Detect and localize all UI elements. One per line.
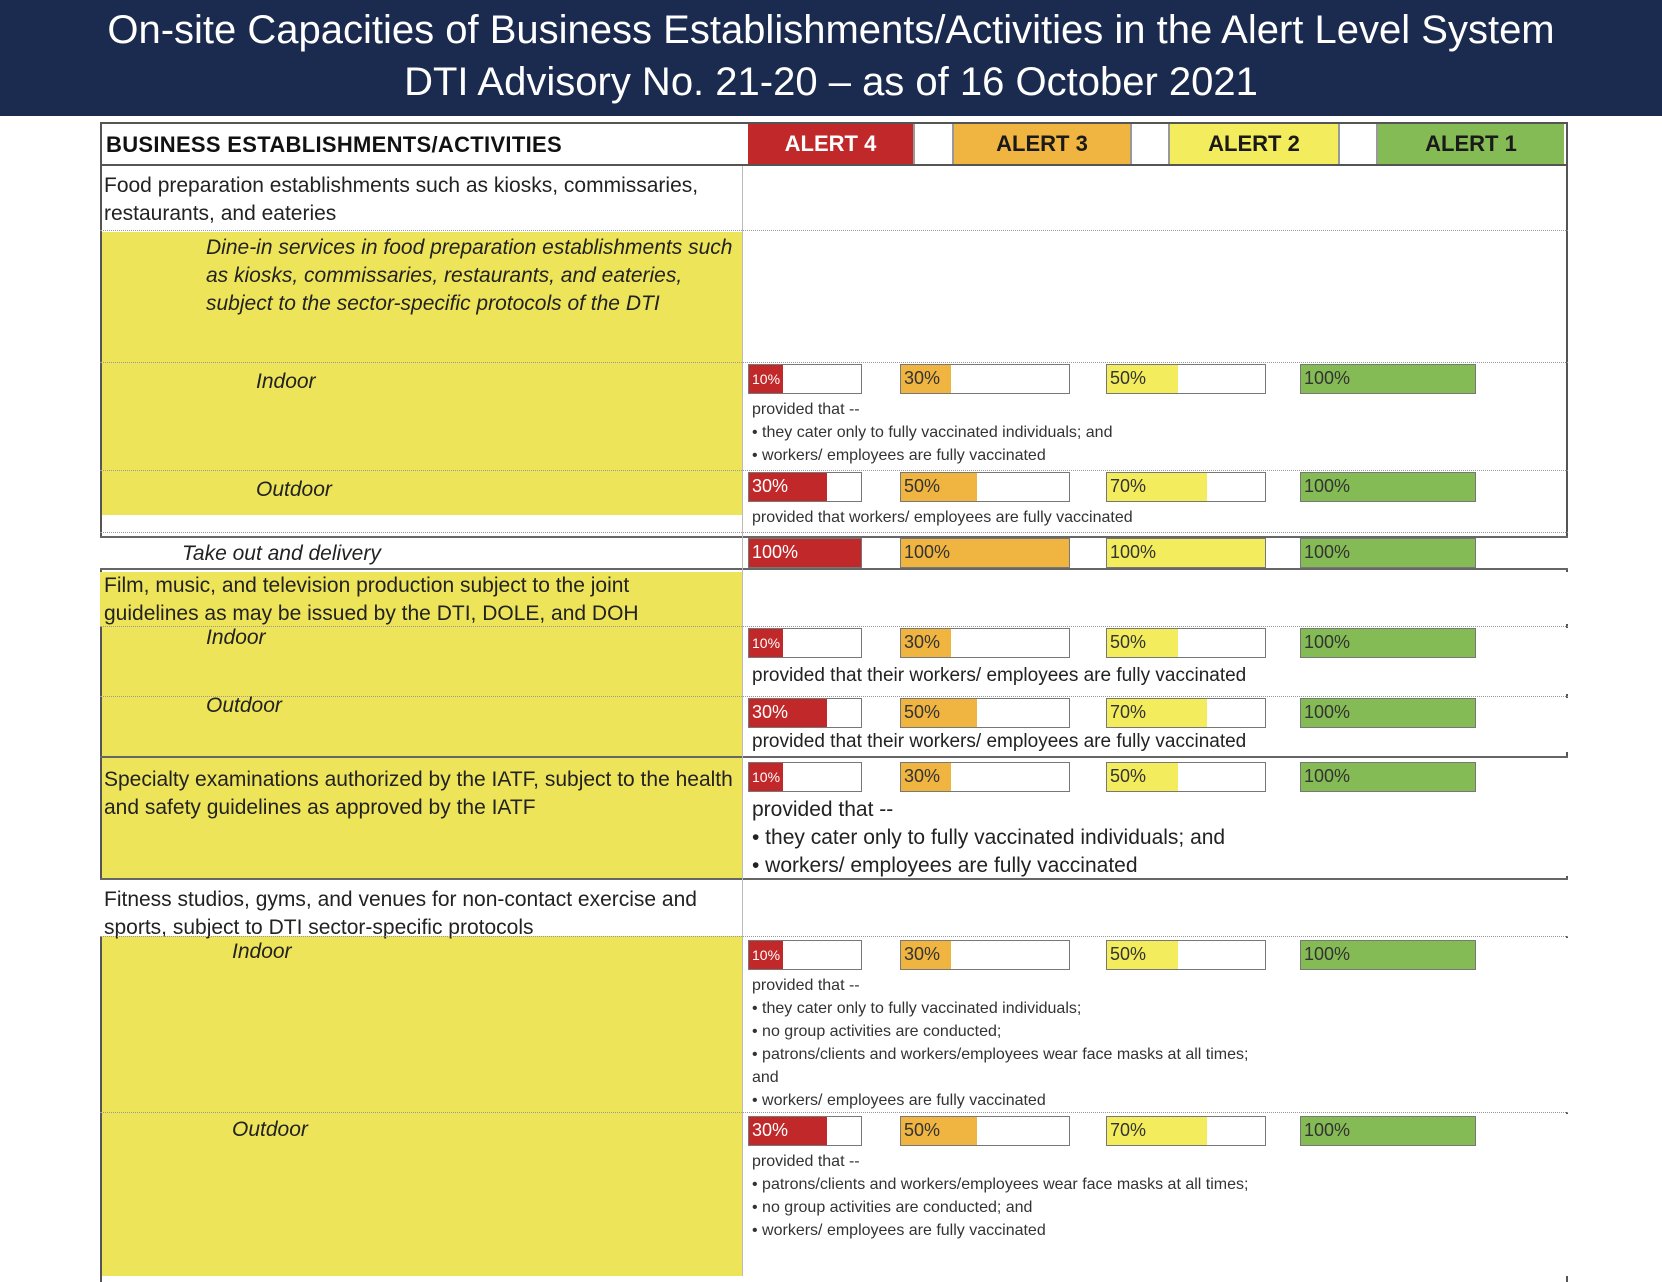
capacity-value: 100%	[1304, 476, 1351, 496]
title-banner	[0, 0, 1662, 116]
note-line: • they cater only to fully vaccinated individuals; and	[752, 424, 1113, 441]
row-divider	[100, 362, 1568, 363]
capacity-bar-alert-1	[1300, 1116, 1476, 1146]
capacity-value: 30%	[752, 702, 789, 722]
capacity-value: 10%	[752, 769, 781, 785]
header-gap	[1338, 124, 1378, 164]
row-divider	[100, 230, 1568, 231]
note-line: provided that workers/ employees are fully vaccinated	[752, 509, 1133, 526]
capacity-bar-alert-4	[748, 628, 862, 658]
capacity-bar-alert-2	[1106, 698, 1266, 728]
capacity-bar-alert-2	[1106, 1116, 1266, 1146]
capacity-value: 50%	[1110, 944, 1147, 964]
film-indoor-label: Indoor	[206, 626, 266, 649]
capacity-bar-alert-3	[900, 1116, 1070, 1146]
note-line: • no group activities are conducted;	[752, 1023, 1002, 1040]
capacity-value: 10%	[752, 371, 781, 387]
capacity-bar-alert-3	[900, 940, 1070, 970]
capacity-bar-alert-1	[1300, 538, 1476, 568]
capacity-value: 100%	[1110, 542, 1157, 562]
capacity-bar-alert-4	[748, 1116, 862, 1146]
specialty-category: Specialty examinations authorized by the IATF, subject to the health and safety guidelines as approved by the IATF	[104, 768, 733, 819]
capacity-value: 100%	[1304, 632, 1351, 652]
capacity-value: 70%	[1110, 702, 1147, 722]
note-line: • workers/ employees are fully vaccinated	[752, 1092, 1046, 1109]
capacity-value: 100%	[1304, 702, 1351, 722]
capacity-value: 30%	[904, 632, 941, 652]
capacity-bar-alert-3	[900, 628, 1070, 658]
capacity-value: 100%	[1304, 542, 1351, 562]
capacity-bar-alert-2	[1106, 762, 1266, 792]
food-indoor-bars	[748, 364, 1568, 396]
capacity-value: 30%	[904, 766, 941, 786]
header-gap	[1130, 124, 1170, 164]
film-outdoor-label: Outdoor	[206, 694, 282, 717]
capacity-bar-alert-4	[748, 472, 862, 502]
capacity-value: 50%	[1110, 368, 1147, 388]
takeout-bars	[748, 538, 1568, 570]
white-cell	[742, 572, 1568, 624]
capacity-value: 50%	[1110, 632, 1147, 652]
alert-4-header: ALERT 4	[748, 124, 913, 164]
film-category: Film, music, and television production subject to the joint guidelines as may be issued by the DTI, DOLE, and DOH	[104, 574, 639, 625]
capacity-bar-alert-3	[900, 364, 1070, 394]
capacity-bar-alert-4	[748, 698, 862, 728]
row-divider	[100, 532, 1568, 533]
note-line: • patrons/clients and workers/employees wear face masks at all times;	[752, 1176, 1249, 1193]
note-line: • they cater only to fully vaccinated individuals; and	[752, 826, 1226, 849]
capacity-bar-alert-4	[748, 364, 862, 394]
title-line-2: DTI Advisory No. 21-20 – as of 16 October 2021	[404, 60, 1258, 104]
fitness-indoor-label: Indoor	[232, 940, 292, 963]
capacity-bar-alert-4	[748, 538, 862, 568]
film-indoor-note	[752, 662, 1246, 690]
capacity-bar-alert-2	[1106, 364, 1266, 394]
capacity-bar-alert-4	[748, 940, 862, 970]
alert-1-header: ALERT 1	[1378, 124, 1564, 164]
note-line: • workers/ employees are fully vaccinated	[752, 854, 1138, 877]
food-indoor-label: Indoor	[256, 370, 316, 393]
film-outdoor-bars	[748, 698, 1568, 730]
capacity-value: 100%	[1304, 368, 1351, 388]
takeout-label: Take out and delivery	[182, 542, 381, 565]
food-outdoor-label: Outdoor	[256, 478, 332, 501]
fitness-outdoor-note	[752, 1150, 1248, 1242]
column-divider	[742, 166, 743, 1276]
note-line: provided that --	[752, 977, 860, 994]
title-line-1: On-site Capacities of Business Establishments/Activities in the Alert Level System	[107, 8, 1555, 52]
capacity-bar-alert-1	[1300, 364, 1476, 394]
capacity-value: 50%	[1110, 766, 1147, 786]
note-line: • no group activities are conducted; and	[752, 1199, 1033, 1216]
capacity-value: 70%	[1110, 1120, 1147, 1140]
film-indoor-bars	[748, 628, 1568, 660]
capacity-bar-alert-2	[1106, 940, 1266, 970]
capacity-value: 30%	[752, 476, 789, 496]
capacity-bar-alert-2	[1106, 538, 1266, 568]
capacity-bar-alert-1	[1300, 762, 1476, 792]
fitness-indoor-bars	[748, 940, 1568, 972]
capacity-value: 100%	[1304, 944, 1351, 964]
capacity-value: 30%	[904, 944, 941, 964]
note-line: provided that --	[752, 798, 894, 821]
note-line: provided that --	[752, 1153, 860, 1170]
note-line: • patrons/clients and workers/employees wear face masks at all times;	[752, 1046, 1249, 1063]
capacity-value: 50%	[904, 1120, 941, 1140]
alert-2-header: ALERT 2	[1170, 124, 1338, 164]
alert-3-header: ALERT 3	[954, 124, 1130, 164]
note-line: provided that their workers/ employees are fully vaccinated	[752, 665, 1247, 686]
specialty-note	[752, 796, 1225, 880]
row-divider	[100, 626, 1568, 627]
header-label: BUSINESS ESTABLISHMENTS/ACTIVITIES	[106, 132, 562, 157]
fitness-outdoor-bars	[748, 1116, 1568, 1148]
capacity-value: 100%	[752, 542, 799, 562]
note-line: • workers/ employees are fully vaccinated	[752, 447, 1046, 464]
fitness-category: Fitness studios, gyms, and venues for non-contact exercise and sports, subject to DTI sector-specific protocols	[104, 888, 697, 939]
capacity-value: 70%	[1110, 476, 1147, 496]
capacity-value: 10%	[752, 947, 781, 963]
capacity-value: 100%	[904, 542, 951, 562]
note-line: and	[752, 1069, 779, 1086]
capacity-value: 30%	[752, 1120, 789, 1140]
capacity-bar-alert-2	[1106, 472, 1266, 502]
capacity-bar-alert-1	[1300, 698, 1476, 728]
dine-in-label: Dine-in services in food preparation establishments such as kiosks, commissaries, restaurants, and eateries, subject to the sector-specific protocols of the DTI	[206, 236, 733, 315]
capacity-bar-alert-3	[900, 538, 1070, 568]
capacity-value: 100%	[1304, 766, 1351, 786]
food-outdoor-note	[752, 506, 1133, 529]
capacity-value: 50%	[904, 702, 941, 722]
capacity-bar-alert-3	[900, 762, 1070, 792]
film-outdoor-note	[752, 728, 1246, 756]
capacity-table	[0, 116, 1662, 1276]
food-category: Food preparation establishments such as kiosks, commissaries, restaurants, and eateries	[104, 174, 699, 225]
capacity-bar-alert-3	[900, 472, 1070, 502]
food-indoor-note	[752, 398, 1112, 467]
capacity-value: 10%	[752, 635, 781, 651]
fitness-outdoor-label: Outdoor	[232, 1118, 308, 1141]
capacity-value: 50%	[904, 476, 941, 496]
note-line: • workers/ employees are fully vaccinated	[752, 1222, 1046, 1239]
capacity-bar-alert-1	[1300, 940, 1476, 970]
capacity-bar-alert-1	[1300, 628, 1476, 658]
capacity-bar-alert-3	[900, 698, 1070, 728]
note-line: provided that their workers/ employees are fully vaccinated	[752, 731, 1247, 752]
specialty-bars	[748, 762, 1568, 794]
capacity-bar-alert-4	[748, 762, 862, 792]
fitness-indoor-note	[752, 974, 1248, 1112]
row-divider	[100, 696, 1568, 697]
capacity-bar-alert-2	[1106, 628, 1266, 658]
note-line: • they cater only to fully vaccinated individuals;	[752, 1000, 1082, 1017]
capacity-value: 30%	[904, 368, 941, 388]
food-outdoor-bars	[748, 472, 1568, 504]
header-gap	[913, 124, 954, 164]
row-divider	[100, 470, 1568, 471]
capacity-value: 100%	[1304, 1120, 1351, 1140]
row-divider	[100, 936, 1568, 937]
capacity-bar-alert-1	[1300, 472, 1476, 502]
note-line: provided that --	[752, 401, 860, 418]
row-divider	[100, 1112, 1568, 1113]
